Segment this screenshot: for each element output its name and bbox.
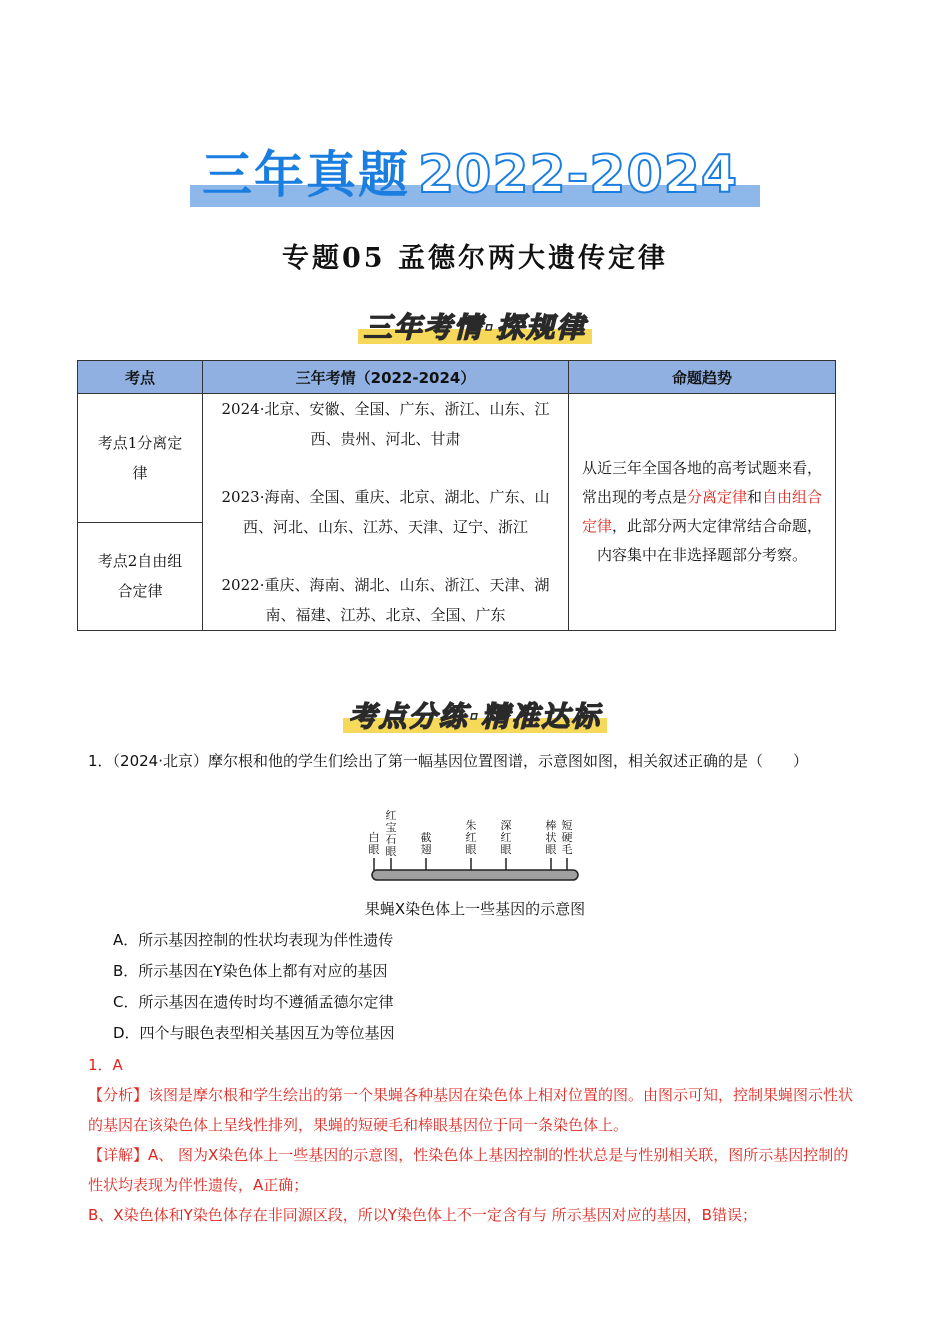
point-1-text: 考点1分离定律: [97, 433, 183, 482]
header-trend: 命题趋势: [569, 361, 836, 394]
table-row: [78, 394, 836, 523]
gene-label-bristle: 短硬毛: [561, 819, 573, 856]
gene-label-vermilion-eye: 朱红眼: [465, 819, 477, 856]
section-title-trends-text: 三年考情·探规律: [358, 311, 593, 344]
cell-trend: [569, 394, 836, 631]
exam-trend-table: [77, 360, 836, 631]
section-title-practice-text: 考点分练·精准达标: [343, 700, 608, 733]
option-b: B．所示基因在Y染色体上都有对应的基因: [113, 962, 388, 980]
gene-label-bar-eye: 棒状眼: [545, 819, 557, 856]
trend-text-and: 和: [747, 488, 763, 506]
gene-label-ruby-eye: 红宝石眼: [385, 809, 397, 858]
banner-title-years: 2022-2024: [418, 145, 739, 205]
chromosome-bar: [360, 858, 590, 884]
cell-point-1: [78, 394, 203, 523]
answer-detail-b: B、X染色体和Y染色体存在非同源区段，所以Y染色体上不一定含有与 所示基因对应的基因，B错误；: [88, 1206, 757, 1224]
point-2-text: 考点2自由组合定律: [97, 552, 183, 601]
figure-caption: 果蝇X染色体上一些基因的示意图: [364, 900, 586, 918]
section-title-trends: [0, 306, 950, 346]
trend-highlight-independent: 自由组合定律: [581, 488, 823, 535]
years-2023: 2023·海南、全国、重庆、北京、湖北、广东、山西、河北、山东、江苏、天津、辽宁、浙江: [221, 488, 550, 536]
trend-text-b: ，此部分两大定律常结合命题，内容集中在非选择题部分考察。: [596, 517, 823, 564]
answer-detail-a: 【详解】A、 图为X染色体上一些基因的示意图，性染色体上基因控制的性状总是与性别相关联，图所示基因控制的性状均表现为伴性遗传，A正确；: [88, 1146, 849, 1194]
gene-label-white-eye: 白眼: [368, 831, 380, 856]
option-d: D．四个与眼色表型相关基因互为等位基因: [113, 1024, 395, 1042]
option-a: A．所示基因控制的性状均表现为伴性遗传: [113, 931, 394, 949]
gene-label-carmine-eye: 深红眼: [500, 819, 512, 856]
section-title-practice: [0, 695, 950, 735]
answer-key: 1．A: [88, 1056, 123, 1074]
trend-text-a: 从近三年全国各地的高考试题来看，常出现的考点是: [581, 459, 822, 506]
cell-point-2: [78, 522, 203, 630]
header-banner: [190, 145, 760, 209]
cell-years: [203, 394, 569, 631]
years-2024: 2024·北京、安徽、全国、广东、浙江、山东、江西、贵州、河北、甘肃: [221, 400, 550, 448]
banner-title-part1: 三年真题: [202, 146, 410, 204]
trend-highlight-segregation: 分离定律: [686, 488, 747, 506]
years-2022: 2022·重庆、海南、湖北、山东、浙江、天津、湖南、福建、江苏、北京、全国、广东: [221, 576, 550, 624]
header-years: 三年考情（2022-2024）: [203, 361, 569, 394]
table-header-row: [78, 361, 836, 394]
topic-title: 专题05 孟德尔两大遗传定律: [282, 243, 668, 274]
question-stem: 1．（2024·北京）摩尔根和他的学生们绘出了第一幅基因位置图谱，示意图如图，相关叙述正确的是（ ）: [88, 752, 808, 770]
chromosome-figure: [360, 810, 590, 890]
option-c: C．所示基因在遗传时均不遵循孟德尔定律: [113, 993, 394, 1011]
header-point: 考点: [78, 361, 203, 394]
gene-label-cut-wing: 截翅: [420, 831, 432, 856]
answer-analysis: 【分析】该图是摩尔根和学生绘出的第一个果蝇各种基因在染色体上相对位置的图。由图示可知，控制果蝇图示性状的基因在该染色体上呈线性排列，果蝇的短硬毛和棒眼基因位于同一条染色体上。: [88, 1086, 854, 1134]
